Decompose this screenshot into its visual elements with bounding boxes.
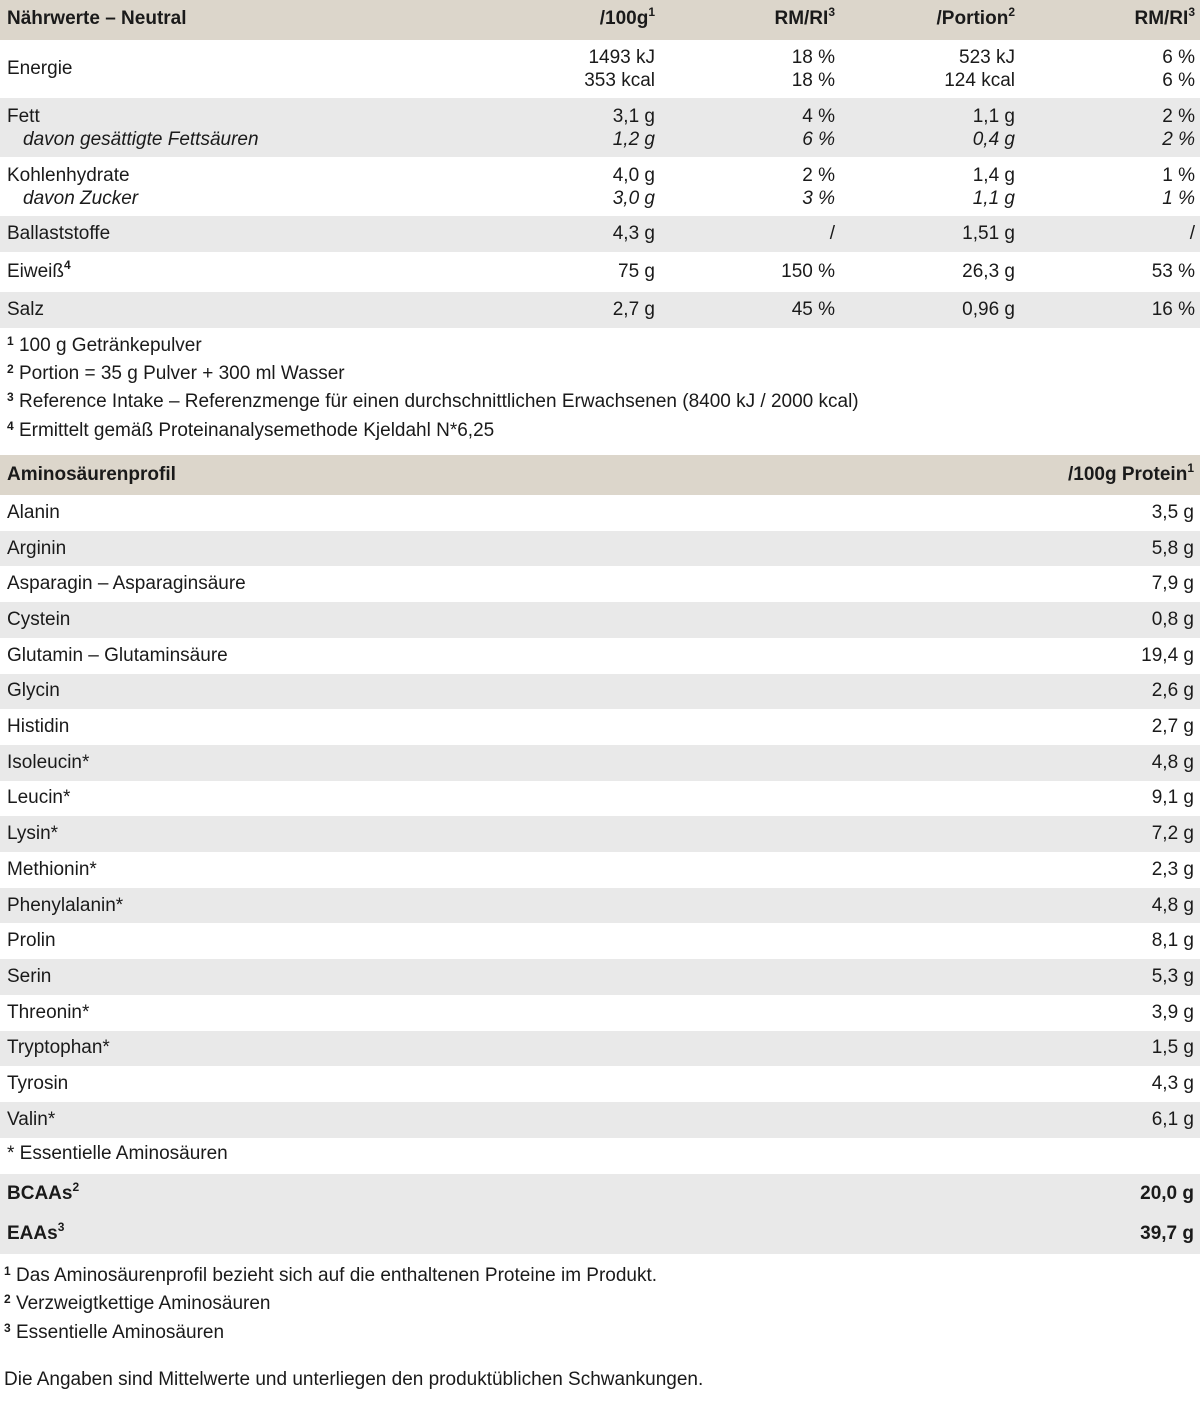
- nutrition-row-salz: [0, 292, 1200, 328]
- amino-row: [0, 745, 1200, 781]
- amino-value: 4,8 g: [1151, 751, 1194, 773]
- nutrient-label: Eiweiß$^4$: [7, 258, 71, 282]
- value-per-portion: 26,3 g: [962, 261, 1015, 282]
- amino-value: 2,6 g: [1151, 680, 1194, 702]
- total-value: 39,7 g: [1140, 1223, 1194, 1244]
- nutrient-label: Fett davon gesättigte Fettsäuren: [7, 105, 259, 150]
- amino-footnote-2: $^2$ Verzweigtkettige Aminosäuren: [4, 1292, 271, 1314]
- amino-value: 6,1 g: [1151, 1108, 1194, 1130]
- amino-row: [0, 1031, 1200, 1067]
- essential-note: * Essentielle Aminosäuren: [7, 1143, 228, 1164]
- value-ri-100g: 2 % 3 %: [802, 164, 835, 209]
- amino-name: Lysin*: [7, 823, 59, 845]
- disclaimer: Die Angaben sind Mittelwerte und unterliegen den produktüblichen Schwankungen.: [4, 1369, 704, 1390]
- amino-value: 4,3 g: [1151, 1073, 1194, 1095]
- amino-row: [0, 923, 1200, 959]
- amino-row: [0, 995, 1200, 1031]
- amino-row: [0, 959, 1200, 995]
- nutrition-footnote-4: $^4$ Ermittelt gemäß Proteinanalysemethode Kjeldahl N*6,25: [7, 419, 495, 441]
- nutrition-footnote-2: $^2$ Portion = 35 g Pulver + 300 ml Wasser: [7, 362, 345, 384]
- total-label: EAAs$^3$: [7, 1220, 65, 1244]
- amino-name: Valin*: [7, 1108, 56, 1130]
- amino-row: [0, 638, 1200, 674]
- amino-value: 2,3 g: [1151, 858, 1194, 880]
- value-ri-portion: 1 % 1 %: [1162, 164, 1195, 209]
- nutrient-label: Energie: [7, 58, 73, 79]
- value-ri-portion: 2 % 2 %: [1162, 105, 1195, 150]
- amino-title: Aminosäurenprofil: [7, 464, 176, 485]
- nutrient-label: Kohlenhydrate davon Zucker: [7, 164, 139, 209]
- value-ri-100g: 18 % 18 %: [791, 47, 835, 91]
- value-per-100g: 4,0 g 3,0 g: [612, 164, 655, 209]
- amino-value: 5,3 g: [1151, 965, 1194, 987]
- amino-value: 9,1 g: [1151, 787, 1194, 809]
- amino-value: 3,5 g: [1151, 501, 1194, 523]
- amino-row: [0, 674, 1200, 710]
- amino-row: [0, 781, 1200, 817]
- value-per-100g: 4,3 g: [612, 223, 655, 244]
- nutrition-row-eiweiss: [0, 252, 1200, 292]
- value-per-100g: 3,1 g 1,2 g: [612, 105, 655, 150]
- col-header-per-100g-protein: /100g Protein$^1$: [1067, 461, 1194, 485]
- nutrient-label: Salz: [7, 299, 44, 320]
- amino-name: Asparagin – Asparaginsäure: [7, 573, 246, 595]
- amino-name: Tryptophan*: [7, 1037, 110, 1059]
- amino-value: 2,7 g: [1151, 716, 1194, 738]
- col-header-per-100g: $/100g^1$: [599, 5, 655, 29]
- amino-value: 5,8 g: [1151, 537, 1194, 559]
- value-per-portion: 1,1 g 0,4 g: [972, 105, 1015, 150]
- total-label: BCAAs$^2$: [7, 1180, 80, 1204]
- amino-name: Prolin: [7, 930, 56, 952]
- amino-total-bcaa: [0, 1174, 1200, 1214]
- amino-value: 0,8 g: [1151, 608, 1194, 630]
- nutrition-row-ballaststoffe: [0, 216, 1200, 252]
- col-header-per-portion: /Portion$^2$: [936, 5, 1015, 29]
- amino-row: [0, 816, 1200, 852]
- col-header-ri-100g: $RM/RI^3$: [774, 5, 835, 29]
- value-ri-portion: 53 %: [1151, 261, 1195, 282]
- nutrition-row-fett: [0, 98, 1200, 157]
- value-ri-100g: 4 % 6 %: [802, 105, 835, 150]
- amino-row: [0, 888, 1200, 924]
- amino-name: Glutamin – Glutaminsäure: [7, 644, 228, 666]
- value-per-portion: 523 kJ 124 kcal: [944, 47, 1015, 91]
- amino-name: Phenylalanin*: [7, 894, 124, 916]
- amino-row: [0, 602, 1200, 638]
- amino-name: Cystein: [7, 608, 71, 630]
- nutrition-title: Nährwerte – Neutral: [7, 8, 187, 29]
- nutrition-row-energie: [0, 40, 1200, 98]
- total-value: 20,0 g: [1140, 1183, 1194, 1204]
- amino-name: Glycin: [7, 680, 60, 702]
- amino-value: 7,2 g: [1151, 823, 1194, 845]
- nutrient-label: Ballaststoffe: [7, 223, 111, 244]
- nutrition-footnote-1: $^1$ 100 g Getränkepulver: [7, 334, 202, 356]
- amino-name: Methionin*: [7, 858, 97, 880]
- col-header-ri-portion: $RM/RI^3$: [1134, 5, 1195, 29]
- value-per-portion: 0,96 g: [962, 299, 1015, 320]
- amino-value: 1,5 g: [1151, 1037, 1194, 1059]
- amino-row: [0, 495, 1200, 531]
- amino-name: Arginin: [7, 537, 67, 559]
- amino-name: Leucin*: [7, 787, 71, 809]
- amino-row: [0, 531, 1200, 567]
- nutrition-footnote-3: $^3$ Reference Intake – Referenzmenge für einen durchschnittlichen Erwachsenen (8400 kJ / 2000 kcal): [7, 390, 859, 412]
- amino-row: [0, 566, 1200, 602]
- amino-row: [0, 852, 1200, 888]
- amino-footnote-3: $^3$ Essentielle Aminosäuren: [4, 1321, 225, 1343]
- amino-total-eaa: [0, 1214, 1200, 1254]
- amino-row: [0, 1102, 1200, 1138]
- value-ri-portion: 16 %: [1151, 299, 1195, 320]
- amino-name: Tyrosin: [7, 1073, 69, 1095]
- amino-name: Alanin: [7, 501, 60, 523]
- amino-name: Threonin*: [7, 1001, 90, 1023]
- nutrition-table-header: [0, 0, 1200, 40]
- value-per-portion: 1,4 g 1,1 g: [972, 164, 1015, 209]
- value-ri-portion: /: [1189, 223, 1195, 244]
- amino-value: 8,1 g: [1151, 930, 1194, 952]
- amino-row: [0, 1066, 1200, 1102]
- amino-value: 3,9 g: [1151, 1001, 1194, 1023]
- value-ri-100g: /: [829, 223, 835, 244]
- nutrition-row-kohlenhydrate: [0, 157, 1200, 216]
- amino-value: 4,8 g: [1151, 894, 1194, 916]
- value-ri-100g: 45 %: [791, 299, 835, 320]
- amino-row: [0, 709, 1200, 745]
- value-ri-portion: 6 % 6 %: [1162, 47, 1195, 91]
- amino-footnote-1: $^1$ Das Aminosäurenprofil bezieht sich auf die enthaltenen Proteine im Produkt.: [4, 1264, 658, 1286]
- value-per-100g: 75 g: [618, 261, 655, 282]
- value-per-portion: 1,51 g: [962, 223, 1015, 244]
- amino-name: Isoleucin*: [7, 751, 90, 773]
- amino-name: Serin: [7, 965, 52, 987]
- value-ri-100g: 150 %: [781, 261, 835, 282]
- amino-name: Histidin: [7, 716, 70, 738]
- amino-value: 19,4 g: [1141, 644, 1194, 666]
- value-per-100g: 1493 kJ 353 kcal: [584, 47, 655, 91]
- amino-table-header: [0, 455, 1200, 495]
- value-per-100g: 2,7 g: [612, 299, 655, 320]
- amino-value: 7,9 g: [1151, 573, 1194, 595]
